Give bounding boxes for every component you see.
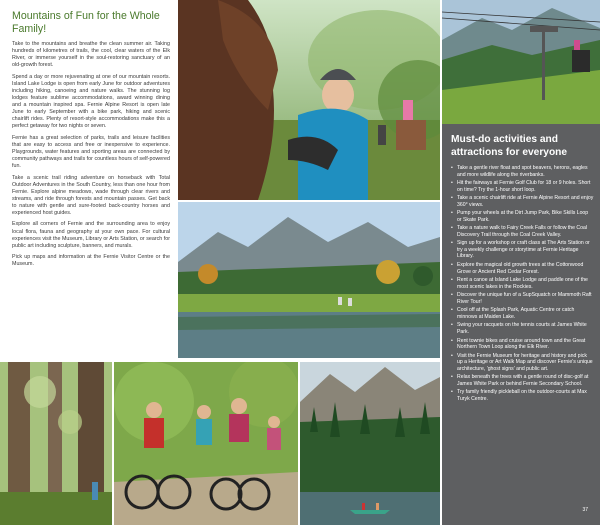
forest-photo bbox=[0, 362, 112, 525]
list-item: • Sign up for a workshop or craft class at The Arts Station or try a weekly challenge or storytime at Fernie Heritage Library. bbox=[451, 240, 594, 260]
activity-list bbox=[451, 165, 594, 402]
list-item: • Cool off at the Splash Park, Aquatic Centre or catch minnows at Maiden Lake. bbox=[451, 307, 594, 320]
list-item: • Try family friendly pickleball on the outdoor-courts at Max Turyk Centre. bbox=[451, 389, 594, 402]
article-column bbox=[12, 10, 170, 358]
article-paragraph: Pick up maps and information at the Fernie Visitor Centre or the Museum. bbox=[12, 254, 170, 268]
list-item: • Visit the Fernie Museum for heritage and history and pick up a Heritage or Art Walk Map and discover Fernie's unique architecture, 'ghost signs' and public art. bbox=[451, 353, 594, 373]
article-paragraph: Spend a day or more rejuvenating at one of our mountain resorts. Island Lake Lodge is open from early June for outdoor adventures including hiking, canoeing and nature walks. The stunning log lodges feature sublime accommodations, award winning dining and a mountain inspired spa. Fernie Alpine Resort is open late June to early September with a bike park, hiking and scenic chairlift rides. Plenty of resort-style accommodations make this a perfect getaway for two nights or seven. bbox=[12, 73, 170, 130]
list-item: • Discover the unique fun of a SupSquatch or Mammoth Raft River Tour! bbox=[451, 292, 594, 305]
list-item: • Relax beneath the trees with a gentle round of disc-golf at James White Park or behind Fernie Secondary School. bbox=[451, 374, 594, 387]
list-item: • Take a gentle river float and spot beavers, herons, eagles and more wildlife along the riverbanks. bbox=[451, 165, 594, 178]
article-paragraph: Take to the mountains and breathe the clean summer air. Taking hundreds of kilometres of trails, the cool, clear waters of the Elk River, or immerse yourself in the soul-restoring sanctuary of an old-growth forest. bbox=[12, 41, 170, 69]
article-paragraph: Take a scenic trail riding adventure on horseback with Total Outdoor Adventures in the South Country, less than one hour from Fernie. Explore alpine meadows, wade through clear rivers and streams, and ride through forests and mountain passes. Get back to nature with gentle and sure-footed back-country horses and experienced host guides. bbox=[12, 174, 170, 216]
list-item: • Hit the fairways at Fernie Golf Club for 18 or 9 holes. Short on time? Try the 1-hour short loop. bbox=[451, 180, 594, 193]
article-paragraph: Fernie has a great selection of parks, trails and leisure facilities that are easy to access and free or inexpensive to experience. Playgrounds, water features and sporting areas are connected by community pathways and trails for countless hours of self-powered fun. bbox=[12, 134, 170, 169]
canoe-lake-photo bbox=[300, 362, 440, 525]
sidebar-title: Must-do activities and attractions for everyone bbox=[451, 134, 568, 158]
list-item: • Swing your racquets on the tennis courts at James White Park. bbox=[451, 322, 594, 335]
family-cycling-photo bbox=[114, 362, 298, 525]
activities-sidebar bbox=[442, 124, 600, 525]
list-item: • Rent a canoe at Island Lake Lodge and paddle one of the most scenic lakes in the Rockies. bbox=[451, 277, 594, 290]
horse-riding-photo bbox=[178, 0, 440, 200]
article-title: Mountains of Fun for the Whole Family! bbox=[12, 10, 160, 35]
list-item: • Explore the magical old growth trees at the Cottonwood Grove or Ancient Red Cedar Forest. bbox=[451, 262, 594, 275]
list-item: • Take a nature walk to Fairy Creek Falls or follow the Coal Discovery Trail through the Coal Creek Valley. bbox=[451, 225, 594, 238]
list-item: • Rent townie bikes and cruise around town and the Great Northern Town Loop along the Elk River. bbox=[451, 338, 594, 351]
list-item: • Pump your wheels at the Dirt Jump Park, Bike Skills Loop or Skate Park. bbox=[451, 210, 594, 223]
page-number: 37 bbox=[582, 507, 588, 513]
list-item: • Take a scenic chairlift ride at Fernie Alpine Resort and enjoy 360° views. bbox=[451, 195, 594, 208]
mountain-lake-photo bbox=[178, 202, 440, 358]
article-paragraph: Explore all corners of Fernie and the surrounding area to enjoy local flora, fauna and geography at your own pace. For cultural experiences visit the Museum, Library or Arts Station, or search for public art including sculpture, banners, and murals. bbox=[12, 221, 170, 249]
chairlift-photo bbox=[442, 0, 600, 124]
